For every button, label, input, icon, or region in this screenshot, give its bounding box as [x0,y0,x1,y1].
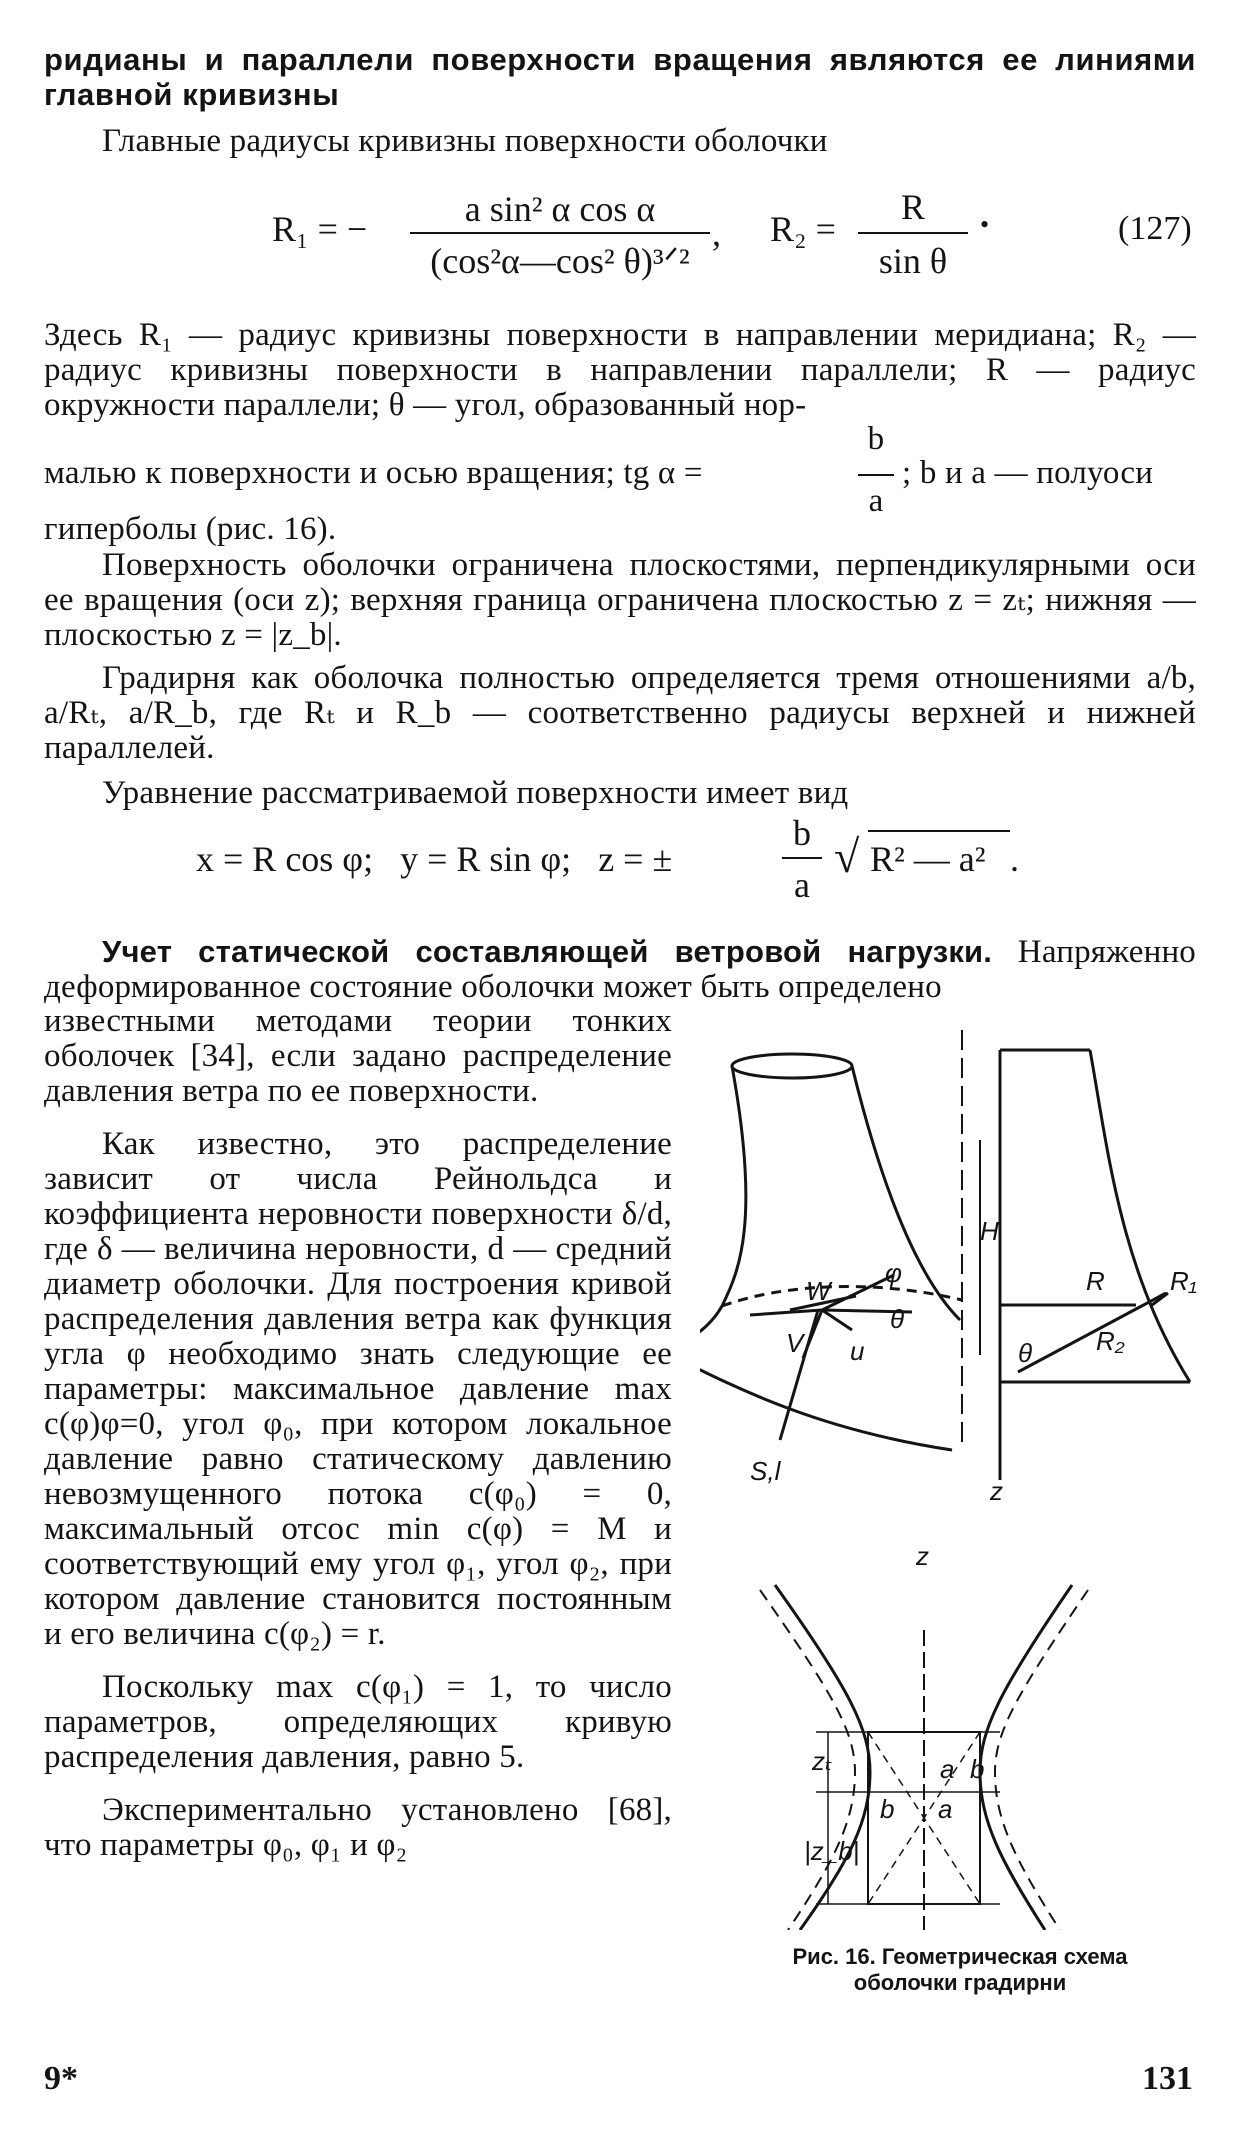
para-equation-intro: Уравнение рассматриваемой поверхности имеет вид [102,775,849,811]
label-V: V [786,1328,804,1358]
para-surface: Поверхность оболочки ограничена плоскостями, перпендикулярными оси ее вращения (оси z); верхняя граница ограничена плоскостью z = zₜ; нижняя — плоскостью z = |z_b|. [44,547,1196,653]
footer-left: 9* [44,2060,78,2097]
para-here-frac-den: a [868,483,884,519]
para-here-frac-num: b [867,421,885,457]
eq-surface-den: a [794,865,810,905]
left-column [44,1004,672,1863]
label-zb: |z_b| [804,1836,860,1866]
figure-hyperbola [760,1585,1088,1930]
para-here-text: Здесь R₁ — радиус кривизны поверхности в направлении меридиана; R₂ — радиус кривизны поверхности в направлении параллели; R — радиус окружности параллели; θ — угол, образованный нор- [44,317,1196,423]
eq127-number: (127) [1118,210,1192,247]
eq127-r1-den: (cos²α—cos² θ)³ᐟ² [430,241,690,281]
para-here-line2 [44,421,1196,519]
para-here-line3 [44,512,1196,547]
label-z-right: z [990,1476,1003,1506]
label-b: b [970,1754,985,1784]
intro-line: ридианы и параллели поверхности вращения являются ее линиями главной кривизны [44,42,1196,112]
label-R: R [1086,1266,1105,1296]
intro-block [44,42,1196,159]
para-here [44,318,1196,423]
label-zt: zₜ [812,1746,833,1776]
label-R2: R₂ [1096,1326,1125,1356]
label-a-lower: a [938,1794,953,1824]
label-W: W [806,1276,831,1306]
label-phi: φ [885,1258,902,1288]
eq127-sep: , [712,213,721,253]
eq127-r2-bar [858,232,968,234]
eq127-r2-den: sin θ [878,241,948,281]
para-here-2a: малью к поверхности и осью вращения; tg α = [44,455,703,491]
wind-first-rest: Напряженно деформированное состояние оболочки может быть определено [44,934,1197,1005]
figure-top-left-shell [700,1054,962,1450]
surface-block [44,548,1196,811]
eq127-end: • [980,210,990,239]
label-theta-right: θ [1018,1338,1033,1368]
radii-heading: Главные радиусы кривизны поверхности оболочки [102,123,828,159]
para-exp: Экспериментально установлено [68], что параметры φ₀, φ₁ и φ₂ [44,1792,672,1863]
para-known: Как известно, это распределение зависит от числа Рейнольдса и коэффициента неровности поверхности δ/d, где δ — величина неровности, d — средний диаметр оболочки. Для построения кривой распределения давления ветра как функция угла φ необходимо знать следующие ее параметры: максимальное давление max c(φ)φ=0, угол φ₀, при котором локальное давление равно статическому давлению невозмущенного потока c(φ₀) = 0, максимальный отсос min c(φ) = M и соответствующий ему угол φ₁, угол φ₂, при котором давление становится постоянным и его величина c(φ₂) = r. [44,1126,672,1652]
label-u: u [850,1336,865,1366]
label-s-l: S,l [750,1456,781,1486]
eq127-r1-lhs: R₁ = − [272,209,368,249]
eq-surface-root: √ [834,831,860,882]
eq-surface-radicand: R² — a² [870,839,986,879]
figure-caption-line2: оболочки градирни [853,1970,1067,1995]
figure-16 [700,1010,1220,1930]
page-number: 131 [1142,2060,1193,2097]
para-here-3: гиперболы (рис. 16). [44,511,337,547]
wind-cont: известными методами теории тонких оболочек [34], если задано распределение давления ветра по ее поверхности. [44,1003,672,1109]
label-H: H [980,1216,999,1246]
figure-caption [720,1944,1200,1996]
wind-heading: Учет статической составляющей ветровой нагрузки. [102,934,993,969]
para-tower: Градирня как оболочка полностью определяется тремя отношениями a/b, a/Rₜ, a/R_b, где Rₜ и R_b — соответственно радиусы верхней и нижней параллелей. [44,660,1196,766]
label-b-lower: b [880,1794,895,1824]
eq127-r2-num: R [900,187,925,227]
eq-surface-end: . [1010,839,1019,879]
wind-block [44,934,1196,1005]
figure-right-section [980,1050,1190,1480]
label-z-top: z [916,1541,929,1571]
para-here-2b: ; b и a — полуоси [902,455,1154,491]
eq127-r1-num: a sin² α cos α [464,189,656,229]
label-theta-left: θ [890,1304,905,1334]
label-R1: R₁ [1170,1266,1197,1296]
para-since: Поскольку max c(φ₁) = 1, то число параметров, определяющих кривую распределения давления, равно 5. [44,1669,672,1775]
figure-caption-line1: Рис. 16. Геометрическая схема [792,1944,1128,1969]
eq-surface-left: x = R cos φ; y = R sin φ; z = ± [196,839,673,879]
eq-surface-num: b [793,813,811,853]
eq127-r2-lhs: R₂ = [770,209,836,249]
eq-surface-vinculum [868,830,1010,832]
eq127-r1-bar [410,232,710,234]
eq-surface-bar [782,857,822,859]
label-a-upper: a [940,1754,955,1784]
para-here-frac-bar [858,474,894,476]
